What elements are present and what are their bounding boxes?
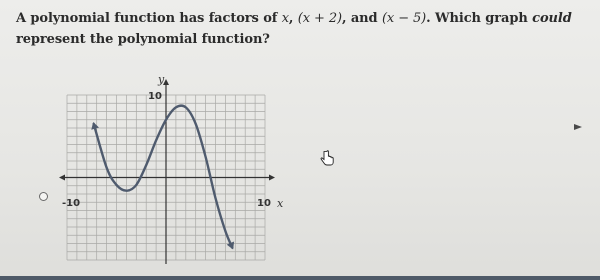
question-suffix: represent the polynomial function? (16, 32, 270, 47)
answer-choice-radio[interactable] (39, 192, 48, 201)
y-axis-label: y (158, 73, 165, 86)
x-axis-arrow-right (269, 175, 275, 181)
polynomial-curve (94, 106, 233, 248)
axes (59, 79, 275, 264)
factor-x-plus-2: (x + 2) (297, 11, 342, 26)
question-middle: . Which graph (426, 11, 533, 26)
hand-pointer-icon (318, 150, 336, 168)
question-emphasis: could (532, 11, 572, 26)
factor-x-minus-5: (x − 5) (381, 11, 427, 26)
factor-x: x (281, 11, 289, 26)
triangle-marker-icon (574, 124, 582, 130)
x-tick-max-label: 10 (257, 198, 271, 209)
question-separator-2: , and (342, 11, 382, 26)
question-separator-1: , (288, 11, 298, 26)
curve-arrow-left (91, 122, 99, 130)
x-axis-label: x (277, 197, 284, 210)
x-axis-arrow-left (59, 175, 65, 181)
graph-svg (52, 70, 292, 275)
question-text (16, 8, 586, 50)
question-prefix: A polynomial function has factors of (16, 11, 282, 26)
x-tick-min-label: -10 (62, 198, 81, 209)
y-tick-max-label: 10 (148, 91, 162, 102)
bottom-bar (0, 276, 600, 280)
answer-graph[interactable] (52, 70, 292, 275)
